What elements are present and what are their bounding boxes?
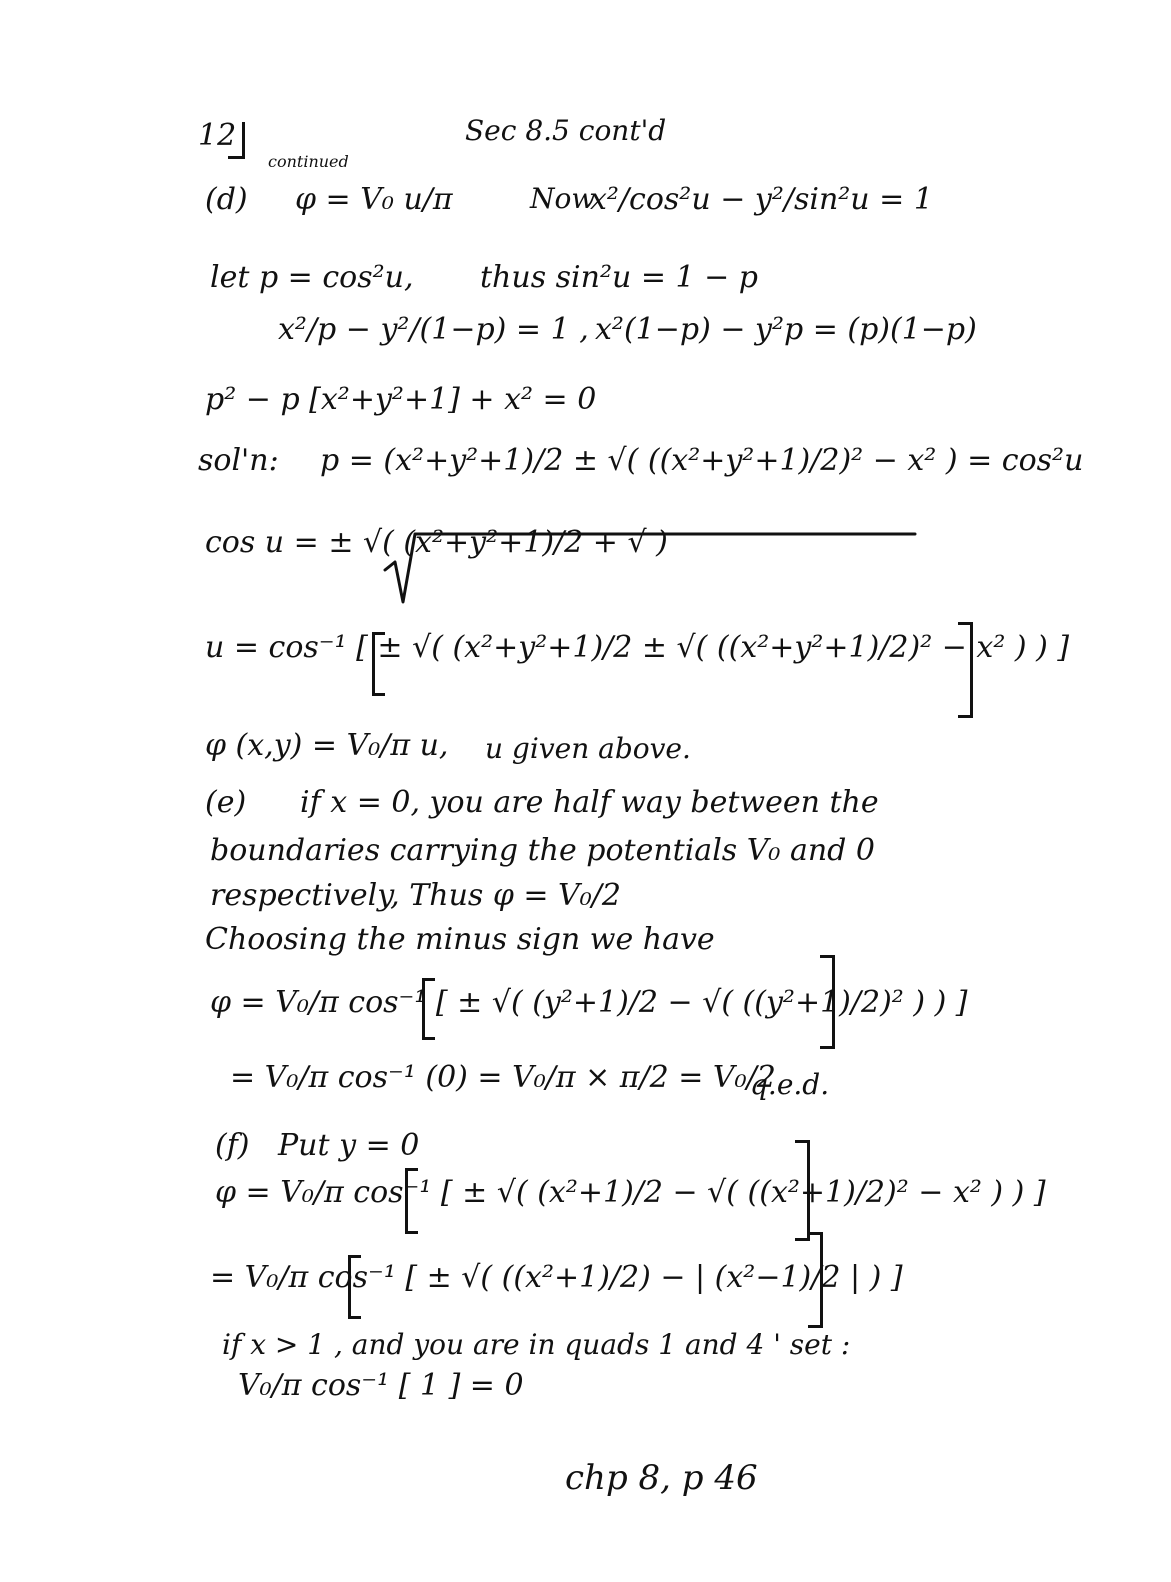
let-p-statement: let p = cos²u,: [210, 260, 414, 295]
phi-xy-equation: φ (x,y) = V₀/π u,: [205, 728, 449, 763]
cos-u-radical: [385, 530, 925, 610]
p-expanded-equation: x²(1−p) − y²p = (p)(1−p): [595, 312, 977, 347]
part-d-label: (d): [205, 182, 248, 217]
phi-definition: φ = V₀ u/π: [295, 182, 453, 217]
part-e-label: (e): [205, 785, 247, 820]
part-f-label: (f): [215, 1128, 250, 1163]
part-e-equation-2: = V₀/π cos⁻¹ (0) = V₀/π × π/2 = V₀/2: [230, 1060, 776, 1095]
u-given-note: u given above.: [485, 732, 691, 765]
hyperbola-equation: x²/cos²u − y²/sin²u = 1: [590, 182, 933, 217]
part-f-left-bracket-2: [348, 1255, 361, 1319]
condition-line: if x > 1 , and you are in quads 1 and 4 ' set :: [222, 1328, 851, 1361]
u-left-bracket: [372, 632, 385, 696]
thus-sin-statement: thus sin²u = 1 − p: [480, 260, 758, 295]
final-result: V₀/π cos⁻¹ [ 1 ] = 0: [238, 1368, 524, 1403]
part-e-right-bracket: [820, 955, 835, 1049]
part-f-right-bracket-2: [808, 1232, 823, 1328]
problem-number-bracket: [228, 122, 245, 159]
part-e-line-3: respectively, Thus φ = V₀/2: [210, 878, 621, 913]
qed-note: q.e.d.: [750, 1068, 830, 1101]
part-e-line-4: Choosing the minus sign we have: [205, 922, 715, 957]
part-e-equation-1: φ = V₀/π cos⁻¹ [ ± √( (y²+1)/2 − √( ((y²+1)/2)² ) ) ]: [210, 985, 968, 1020]
quadratic-equation: p² − p [x²+y²+1] + x² = 0: [205, 382, 597, 417]
part-f-equation-2: = V₀/π cos⁻¹ [ ± √( ((x²+1)/2) − | (x²−1)/2 | ) ]: [210, 1260, 903, 1295]
solution-label: sol'n:: [198, 443, 279, 478]
part-f-left-bracket-1: [405, 1168, 418, 1234]
now-word: Now: [530, 182, 596, 215]
section-title: Sec 8.5 cont'd: [465, 114, 667, 147]
page-reference: chp 8, p 46: [565, 1458, 758, 1498]
part-f-right-bracket-1: [795, 1140, 810, 1241]
problem-number: 12: [198, 118, 237, 153]
put-y-statement: Put y = 0: [278, 1128, 420, 1163]
p-equation: x²/p − y²/(1−p) = 1 ,: [278, 312, 589, 347]
cos-u-equation: cos u = ± √( (x²+y²+1)/2 + √ ): [205, 525, 668, 560]
part-e-line-1: if x = 0, you are half way between the: [300, 785, 879, 820]
u-right-bracket: [958, 622, 973, 718]
part-e-line-2: boundaries carrying the potentials V₀ and 0: [210, 833, 875, 868]
part-e-left-bracket: [422, 978, 435, 1040]
u-definition: u = cos⁻¹ [ ± √( (x²+y²+1)/2 ± √( ((x²+y²+1)/2)² − x² ) ) ]: [205, 630, 1070, 665]
continued-note: continued: [268, 152, 349, 171]
solution-equation: p = (x²+y²+1)/2 ± √( ((x²+y²+1)/2)² − x² ) = cos²u: [320, 443, 1084, 478]
part-f-equation-1: φ = V₀/π cos⁻¹ [ ± √( (x²+1)/2 − √( ((x²+1)/2)² − x² ) ) ]: [215, 1175, 1046, 1210]
